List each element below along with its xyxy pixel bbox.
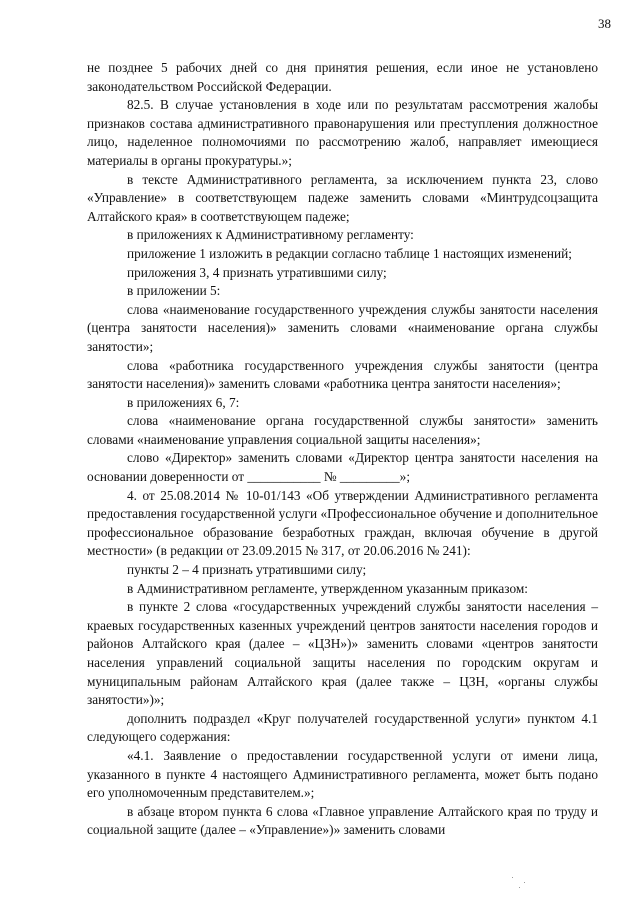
scan-speck	[512, 877, 513, 878]
paragraph-15: в Административном регламенте, утвержденном указанным приказом:	[127, 580, 528, 596]
paragraph-18: «4.1. Заявление о предоставлении государственной услуги от имени лица, указанного в пункте 4 настоящего Административного регламента, может быть подано его уполномоченным представителем.»;	[87, 747, 598, 801]
paragraph-16: в пункте 2 слова «государственных учреждений службы занятости населения – краевых государственных казенных учреждений центров занятости населения городов и районов Алтайского края (далее – «ЦЗН»)» заменить словами «центров занятости населения управлений социальной защиты населения по городским округам и муниципальным районам Алтайского края (далее также – ЦЗН, «органы службы занятости»)»;	[87, 599, 598, 708]
paragraph-11: слова «наименование органа государственной службы занятости» заменить словами «наименование управления социальной защиты населения»;	[87, 413, 598, 447]
paragraph-19: в абзаце втором пункта 6 слова «Главное управление Алтайского края по труду и социальной защите (далее – «Управление»)» заменить словами	[87, 803, 598, 838]
document-body	[87, 59, 598, 840]
paragraph-9: слова «работника государственного учреждения службы занятости (центра занятости населения)» заменить словами «работника центра занятости населения»;	[87, 357, 598, 392]
paragraph-8: слова «наименование государственного учреждения службы занятости населения (центра занятости населения)» заменить словами «наименование органа службы занятости»;	[87, 301, 598, 354]
paragraph-2: 82.5. В случае установления в ходе или по результатам рассмотрения жалобы признаков состава административного правонарушения или преступления должностное лицо, наделенное полномочиями по рассмотрению жалоб, направляет имеющиеся материалы в органы прокуратуры.»;	[87, 97, 598, 168]
paragraph-14: пункты 2 – 4 признать утратившими силу;	[127, 562, 367, 578]
page-number: 38	[598, 16, 611, 31]
paragraph-12: слово «Директор» заменить словами «Директор центра занятости населения на основании доверенности от ___________ № _________»;	[87, 450, 598, 485]
paragraph-7: в приложении 5:	[127, 283, 221, 299]
paragraph-6: приложения 3, 4 признать утратившими силу;	[127, 264, 387, 280]
paragraph-10: в приложениях 6, 7:	[127, 394, 240, 410]
paragraph-17: дополнить подраздел «Круг получателей государственной услуги» пунктом 4.1 следующего содержания:	[87, 710, 598, 745]
paragraph-5: приложение 1 изложить в редакции согласно таблице 1 настоящих изменений;	[127, 245, 572, 261]
paragraph-1: не позднее 5 рабочих дней со дня принятия решения, если иное не установлено законодательством Российской Федерации.	[87, 60, 598, 94]
paragraph-13: 4. от 25.08.2014 № 10-01/143 «Об утверждении Административного регламента предоставления государственной услуги «Профессиональное обучение и дополнительное профессиональное образование безработных граждан, включая обучение в другой местности» (в редакции от 23.09.2015 № 317, от 20.06.2016 № 241):	[87, 487, 598, 559]
scan-speck	[524, 882, 525, 883]
paragraph-4: в приложениях к Административному регламенту:	[127, 227, 414, 243]
paragraph-3: в тексте Административного регламента, за исключением пункта 23, слово «Управление» в соответствующем падеже заменить словами «Минтрудсоцзащита Алтайского края» в соответствующем падеже;	[87, 171, 598, 224]
scan-speck	[519, 887, 520, 888]
